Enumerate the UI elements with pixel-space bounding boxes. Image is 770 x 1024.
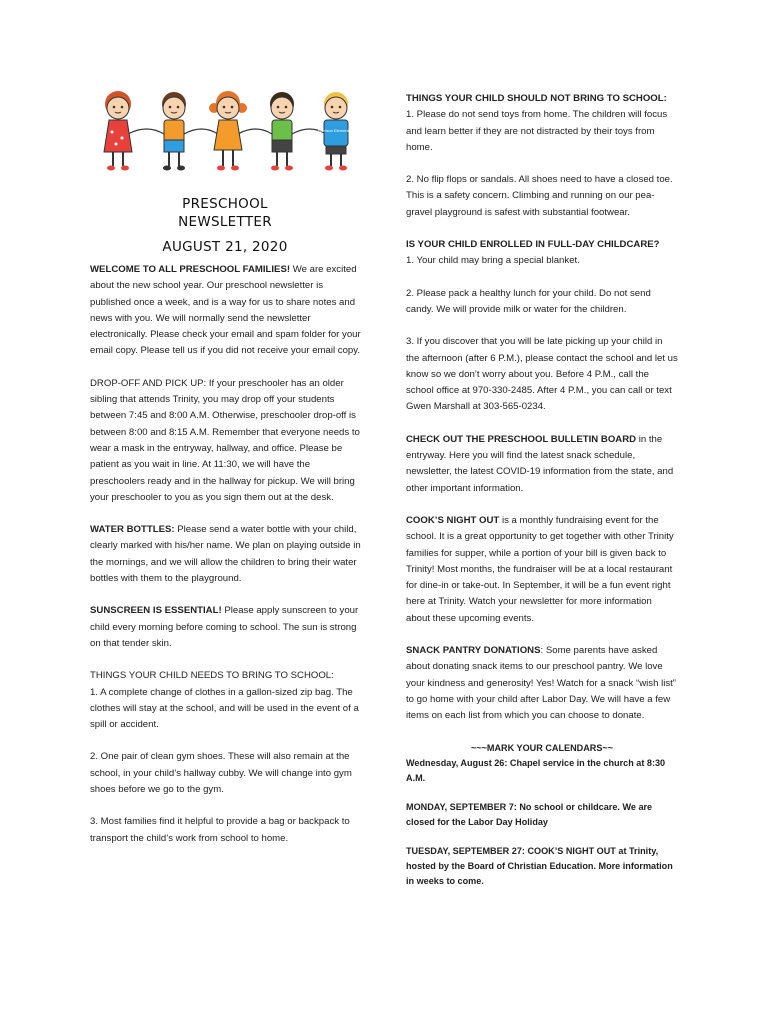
welcome-heading: WELCOME TO ALL PRESCHOOL FAMILIES! xyxy=(90,264,291,275)
child-1 xyxy=(104,91,132,171)
not-bring-item-1: 1. Please do not send toys from home. The children will focus and learn better if they are not distracted by their toys from home. xyxy=(406,109,668,153)
childcare-heading: IS YOUR CHILD ENROLLED IN FULL-DAY CHILDCARE? xyxy=(406,239,660,251)
sunscreen-paragraph xyxy=(90,603,365,652)
dropoff-paragraph: DROP-OFF AND PICK UP: If your preschooler has an older sibling that attends Trinity, you may drop off your students between 7:45 and 8:00 A.M. Otherwise, preschooler drop-off is between 8:00 and 8:15 A.M. Remember that everyone needs to wear a mask in the entryway, hallway, and office. Please be patient as you wait in line. At 11:30, we will have the preschoolers ready and in the hallway for pickup. We will bring your preschooler to you as you sign them out at the desk. xyxy=(90,377,360,503)
calendar-item-1: Wednesday, August 26: Chapel service in the church at 8:30 A.M. xyxy=(406,757,666,783)
left-column xyxy=(90,86,365,847)
calendar-item-2: MONDAY, SEPTEMBER 7: No school or childcare. We are closed for the Labor Day Holiday xyxy=(406,801,653,827)
water-body: Please send a water bottle with your child, clearly marked with his/her name. We plan on playing outside in the mornings, and we will allow the children to bring their water bottles with them to the playground. xyxy=(90,524,361,585)
calendar-heading: ~~~MARK YOUR CALENDARS~~ xyxy=(470,742,614,753)
not-bring-item-2: 2. No flip flops or sandals. All shoes need to have a closed toe. This is a safety concern. Climbing and running on our pea-gravel playground is safest with substantial footwear. xyxy=(406,174,673,218)
shirt-text: Harrison Elementary xyxy=(317,128,355,133)
child-4 xyxy=(270,92,294,171)
cooks-night-heading: COOK’S NIGHT OUT xyxy=(406,514,500,526)
cooks-night-body: is a monthly fundraising event for the school. It is a great opportunity to get together with other Trinity families for supper, while a portion of your bill is given back to Trinity! Most months, the fundraiser will be at a local restaurant for dine-in or take-out. In September, it will be a fun event right here at Trinity. Watch your newsletter for more information about these upcoming events. xyxy=(406,514,674,624)
childcare-item-3: 3. If you discover that you will be late picking up your child in the afternoon (after 6 P.M.), please contact the school and let us know so we don’t worry about you. Before 4 P.M., call the school office at 970-330-2485. After 4 P.M., you can call or text Gwen Marshall at 303-565-0234. xyxy=(406,336,678,413)
snack-body: : Some parents have asked about donating snack items to our preschool pantry. We love your kindness and generosity! Yes! Watch for a snack “wish list” to go home with your child after Labor Day. We will have a few items on each list from which you can choose to donate. xyxy=(406,645,676,722)
newsletter-title: PRESCHOOL NEWSLETTER xyxy=(178,196,272,230)
bring-heading: THINGS YOUR CHILD NEEDS TO BRING TO SCHOOL: xyxy=(90,670,334,682)
sunscreen-heading: SUNSCREEN IS ESSENTIAL! xyxy=(90,605,222,617)
bulletin-heading: CHECK OUT THE PRESCHOOL BULLETIN BOARD xyxy=(406,433,637,445)
cooks-night-paragraph xyxy=(406,513,678,627)
sunscreen-body: Please apply sunscreen to your child every morning before coming to school. The sun is strong on that tender skin. xyxy=(90,605,359,649)
right-column xyxy=(406,91,678,889)
bring-item-2: 2. One pair of clean gym shoes. These will also remain at the school, in your child’s hallway cubby. We will change into gym shoes before we go to the gym. xyxy=(90,751,352,796)
calendar-item-3: TUESDAY, SEPTEMBER 27: COOK’S NIGHT OUT at Trinity, hosted by the Board of Christian Education. More information in weeks to come. xyxy=(406,845,673,886)
child-2 xyxy=(162,92,186,171)
bring-item-3: 3. Most families find it helpful to provide a bag or backpack to transport the child’s work from school to home. xyxy=(90,816,350,844)
children-holding-hands-illustration xyxy=(92,86,362,174)
child-5 xyxy=(318,92,354,171)
not-bring-heading: THINGS YOUR CHILD SHOULD NOT BRING TO SCHOOL: xyxy=(406,93,667,104)
bulletin-body: in the entryway. Here you will find the latest snack schedule, newsletter, the latest COVID-19 information from the state, and other important information. xyxy=(406,433,674,494)
snack-heading: SNACK PANTRY DONATIONS xyxy=(406,645,541,657)
water-paragraph xyxy=(90,522,365,587)
welcome-paragraph xyxy=(90,262,365,360)
bring-item-1: 1. A complete change of clothes in a gallon-sized zip bag. The clothes will stay at the school, and will be used in the event of a spill or accident. xyxy=(90,686,359,731)
snack-paragraph xyxy=(406,643,678,724)
childcare-item-1: 1. Your child may bring a special blanket. xyxy=(406,255,580,267)
bulletin-paragraph xyxy=(406,432,678,497)
water-heading: WATER BOTTLES: xyxy=(90,524,175,536)
child-3 xyxy=(209,91,247,171)
newsletter-date: AUGUST 21, 2020 xyxy=(162,239,288,255)
welcome-body: We are excited about the new school year. Our preschool newsletter is published once a week, and is a way for us to share notes and news with you. We will normally send the newsletter electronically. Please check your email and spam folder for your email copy. Please tell us if you did not receive your email copy. xyxy=(90,264,361,357)
childcare-item-2: 2. Please pack a healthy lunch for your child. Do not send candy. We will provide milk or water for the children. xyxy=(406,287,651,315)
